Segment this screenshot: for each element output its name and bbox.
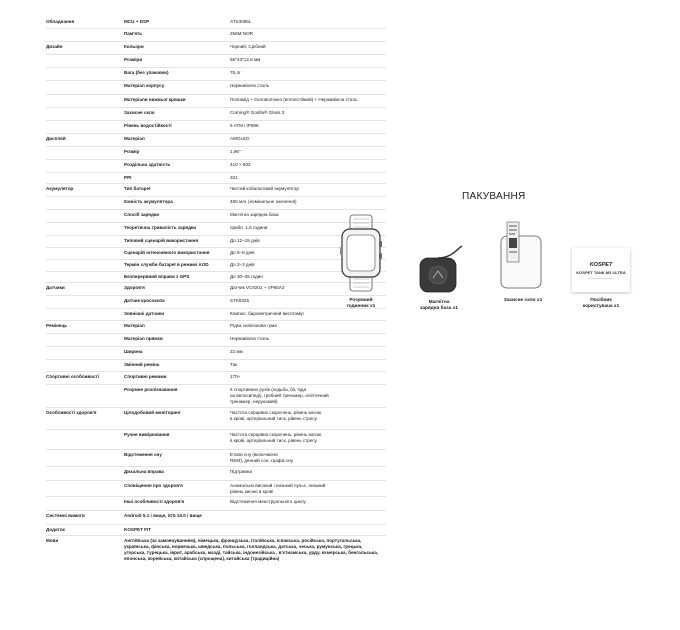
spec-row — [46, 336, 386, 347]
spec-value: Чорний, Срібний — [230, 44, 266, 49]
spec-value: Рідка силіконова гума — [230, 323, 277, 328]
row-divider — [46, 371, 386, 372]
spec-label: Тип батареї — [124, 186, 151, 191]
row-divider — [46, 271, 386, 272]
spec-label: PPI — [124, 175, 132, 180]
charging-base-image — [412, 244, 464, 296]
spec-value: 170+ — [230, 374, 241, 379]
spec-value: Нержавіюча сталь — [230, 83, 270, 88]
spec-row — [46, 323, 386, 334]
row-divider — [46, 235, 386, 236]
spec-label: Відстеження сну — [124, 452, 162, 457]
spec-category: Акумулятор — [46, 186, 74, 191]
row-divider — [46, 384, 386, 385]
spec-row — [46, 225, 386, 236]
spec-label: Розумне розпізнавання — [124, 387, 178, 392]
protective-glass-image — [495, 220, 547, 292]
spec-value: STK8325 — [230, 298, 250, 303]
row-divider — [46, 54, 386, 55]
manual-lines — [588, 278, 614, 279]
spec-value: AMOLED — [230, 136, 250, 141]
spec-row — [46, 212, 386, 223]
spec-value: 22 мм — [230, 349, 243, 354]
spec-row — [46, 175, 386, 184]
spec-label: Матеріал пряжки — [124, 336, 163, 341]
spec-value: Етапи сну (включаючи REM), денний сон, графік сну — [230, 452, 294, 463]
spec-row — [46, 262, 386, 272]
row-divider — [46, 496, 386, 497]
spec-row — [46, 432, 386, 450]
row-divider — [46, 107, 386, 108]
row-divider — [46, 133, 386, 134]
spec-label: Дихальна вправа — [124, 469, 164, 474]
spec-label: Пам'ять — [124, 31, 143, 36]
spec-label: Здоров'я — [124, 285, 145, 290]
row-divider — [46, 282, 386, 283]
spec-value: Поліамід + Скловолокно (вогнестійкий) + Нержавіюча сталь — [230, 97, 358, 102]
spec-row — [46, 31, 386, 42]
spec-category: Дисплей — [46, 136, 66, 141]
spec-value: Частота серцевих скорочень, рівень кисню в крові, артеріальний тиск, рівень стресу — [230, 410, 322, 421]
caption-protective-glass: Захисне скло х1 — [503, 298, 543, 303]
spec-value: 331 — [230, 175, 238, 180]
row-divider — [46, 407, 386, 408]
spec-label: Інші особливості здоров'я — [124, 499, 185, 504]
spec-value: До 5–8 днів — [230, 250, 255, 255]
spec-row — [46, 469, 386, 481]
row-divider — [46, 222, 386, 223]
spec-label: Спосіб зарядки — [124, 212, 160, 217]
spec-label: Матеріал корпусу — [124, 83, 165, 88]
caption-user-manual: Посібник користувача х1 — [582, 298, 620, 309]
spec-row — [46, 483, 386, 497]
spec-row — [46, 387, 386, 408]
row-divider — [46, 41, 386, 42]
row-divider — [46, 196, 386, 197]
spec-row — [46, 186, 386, 197]
spec-label: Розміри — [124, 57, 143, 62]
spec-row — [46, 349, 386, 360]
spec-row — [46, 19, 386, 29]
spec-label: Матеріал — [124, 136, 145, 141]
user-manual-image — [572, 248, 630, 292]
row-divider — [46, 429, 386, 430]
spec-label: Сповіщення про здоров'я — [124, 483, 183, 488]
spec-category: Ремінець — [46, 323, 68, 328]
spec-label: Сценарій інтенсивного використання — [124, 250, 210, 255]
row-divider — [46, 510, 386, 511]
spec-label: Захисне скло — [124, 110, 155, 115]
spec-value: Компас, барометричний висотомір — [230, 311, 304, 316]
row-divider — [46, 535, 386, 536]
spec-value: 6 спортивних рухів (ходьба, біг, їзда на велосипеді), гребний тренажер, еліптичний тренажер, нерухомий) — [230, 387, 329, 404]
spec-row — [46, 527, 386, 536]
spec-row — [46, 83, 386, 95]
spec-row — [46, 513, 386, 525]
spec-label: KOSPET FIT — [124, 527, 152, 532]
spec-value: 5 ATM і IP69K — [230, 123, 260, 128]
spec-value: Так — [230, 362, 238, 367]
spec-value: Відстеження менструального циклу — [230, 499, 306, 504]
row-divider — [46, 295, 386, 296]
spec-value: прибл. 1,5 години — [230, 225, 268, 230]
spec-category: Датчики — [46, 285, 65, 290]
spec-value: 256M NOR — [230, 31, 253, 36]
spec-label: Ширина — [124, 349, 143, 354]
spec-row — [46, 362, 386, 372]
row-divider — [46, 259, 386, 260]
spec-row — [46, 97, 386, 108]
spec-value: 410 × 502 — [230, 162, 251, 167]
spec-value: Нержавіюча сталь — [230, 336, 270, 341]
spec-label: Цілодобовий моніторинг — [124, 410, 181, 415]
spec-value: До 30–35 годин — [230, 274, 263, 279]
row-divider — [46, 183, 386, 184]
caption-smart-watch: Розумний годинник х1 — [346, 298, 376, 309]
spec-row — [46, 538, 386, 563]
spec-category: Спортивні особливості — [46, 374, 100, 379]
row-divider — [46, 172, 386, 173]
row-divider — [46, 159, 386, 160]
spec-label: Роздільна здатність — [124, 162, 171, 167]
spec-label: Кольори — [124, 44, 144, 49]
caption-charging-base: Магнітна зарядна база х1 — [420, 300, 458, 311]
smart-watch-image — [336, 213, 386, 293]
spec-category: Системні вимоги — [46, 513, 85, 518]
row-divider — [46, 94, 386, 95]
spec-row — [46, 149, 386, 160]
packaging-title: ПАКУВАННЯ — [462, 191, 526, 202]
spec-row — [46, 311, 386, 321]
spec-label: Типовий сценарій використання — [124, 238, 199, 243]
spec-label: Зовнішні датчики — [124, 311, 165, 316]
spec-row — [46, 57, 386, 68]
spec-value: 480 мАг (номінальне значення) — [230, 199, 297, 204]
spec-category: Додаток — [46, 527, 65, 532]
spec-row — [46, 238, 386, 248]
spec-value: До 2–3 днів — [230, 262, 255, 267]
spec-value: Corning® Gorilla® Glass 3 — [230, 110, 285, 115]
spec-row — [46, 499, 386, 511]
spec-category: Особливості здоров'я — [46, 410, 97, 415]
spec-value: 56*43*12,8 мм — [230, 57, 261, 62]
manual-brand-logo: KOSPET — [589, 262, 613, 268]
row-divider — [46, 308, 386, 309]
spec-value: Аномально високий і низький пульс, низький рівень кисню в крові — [230, 483, 326, 494]
spec-row — [46, 374, 386, 385]
row-divider — [46, 120, 386, 121]
spec-label: Ємність акумулятора — [124, 199, 173, 204]
spec-label: Матеріал — [124, 323, 145, 328]
spec-label: Android 5.1 і вище, iOS 10.0 і вище — [124, 513, 202, 518]
spec-row — [46, 70, 386, 81]
row-divider — [46, 80, 386, 81]
spec-value: 1,96" — [230, 149, 241, 154]
spec-label: Матеріали нижньої кришки — [124, 97, 186, 102]
spec-label: Датчик кросокопа — [124, 298, 165, 303]
row-divider — [46, 209, 386, 210]
row-divider — [46, 333, 386, 334]
spec-row — [46, 452, 386, 467]
spec-category: Мови — [46, 538, 59, 543]
spec-row — [46, 285, 386, 296]
spec-row — [46, 162, 386, 173]
spec-label: MCU + DSP — [124, 19, 150, 24]
spec-row — [46, 110, 386, 121]
spec-category: Обладнання — [46, 19, 75, 24]
row-divider — [46, 466, 386, 467]
row-divider — [46, 480, 386, 481]
spec-label: Змінний ремінь — [124, 362, 160, 367]
row-divider — [46, 67, 386, 68]
spec-label: Термін служби батареї в режимі AOD — [124, 262, 209, 267]
spec-row — [46, 250, 386, 260]
spec-row — [46, 44, 386, 55]
row-divider — [46, 346, 386, 347]
spec-value: ATS3085L — [230, 19, 252, 24]
spec-row — [46, 298, 386, 309]
row-divider — [46, 524, 386, 525]
spec-row — [46, 199, 386, 210]
spec-label: Рівень водостійкості — [124, 123, 172, 128]
spec-value: Датчик VC9202 + VP60A2 — [230, 285, 285, 290]
spec-label: Ручне вимірювання — [124, 432, 170, 437]
manual-model: KOSPET TANK M3 ULTRA — [576, 270, 626, 275]
spec-label: Безперервний вправи з GPS — [124, 274, 190, 279]
spec-value: Чистий кобальтовий акумулятор — [230, 186, 299, 191]
row-divider — [46, 28, 386, 29]
row-divider — [46, 359, 386, 360]
row-divider — [46, 449, 386, 450]
spec-value: До 12–15 днів — [230, 238, 260, 243]
spec-label: Англійська (за замовчуванням), німецька, французька, італійська, іспанська, російська, португальська, українська, фінська, норвезька, шведська, польська, голландська, датська, чеська, румунська, грецька, угорська, турецька, іврит, арабська, мазді, тайська, індонезійська , в'єтнамська, урду, кхмерська, бенгальська, японська, корейська, китайська (спрощена), китайська (традиційна) — [124, 538, 379, 561]
row-divider — [46, 320, 386, 321]
spec-category: Дизайн — [46, 44, 63, 49]
row-divider — [46, 146, 386, 147]
spec-row — [46, 123, 386, 134]
spec-row — [46, 410, 386, 430]
spec-label: Спортивні режими — [124, 374, 167, 379]
spec-value: 75,4г — [230, 70, 241, 75]
spec-label: Розмір — [124, 149, 140, 154]
row-divider — [46, 247, 386, 248]
spec-value: Частота серцевих скорочень, рівень кисню в крові, артеріальний тиск, рівень стресу — [230, 432, 322, 443]
spec-label: Вага (без упаковки) — [124, 70, 169, 75]
spec-row — [46, 274, 386, 283]
spec-value: Підтримка — [230, 469, 253, 474]
spec-row — [46, 136, 386, 147]
spec-label: Теоретична тривалість зарядки — [124, 225, 197, 230]
spec-value: Магнітна зарядна база — [230, 212, 279, 217]
